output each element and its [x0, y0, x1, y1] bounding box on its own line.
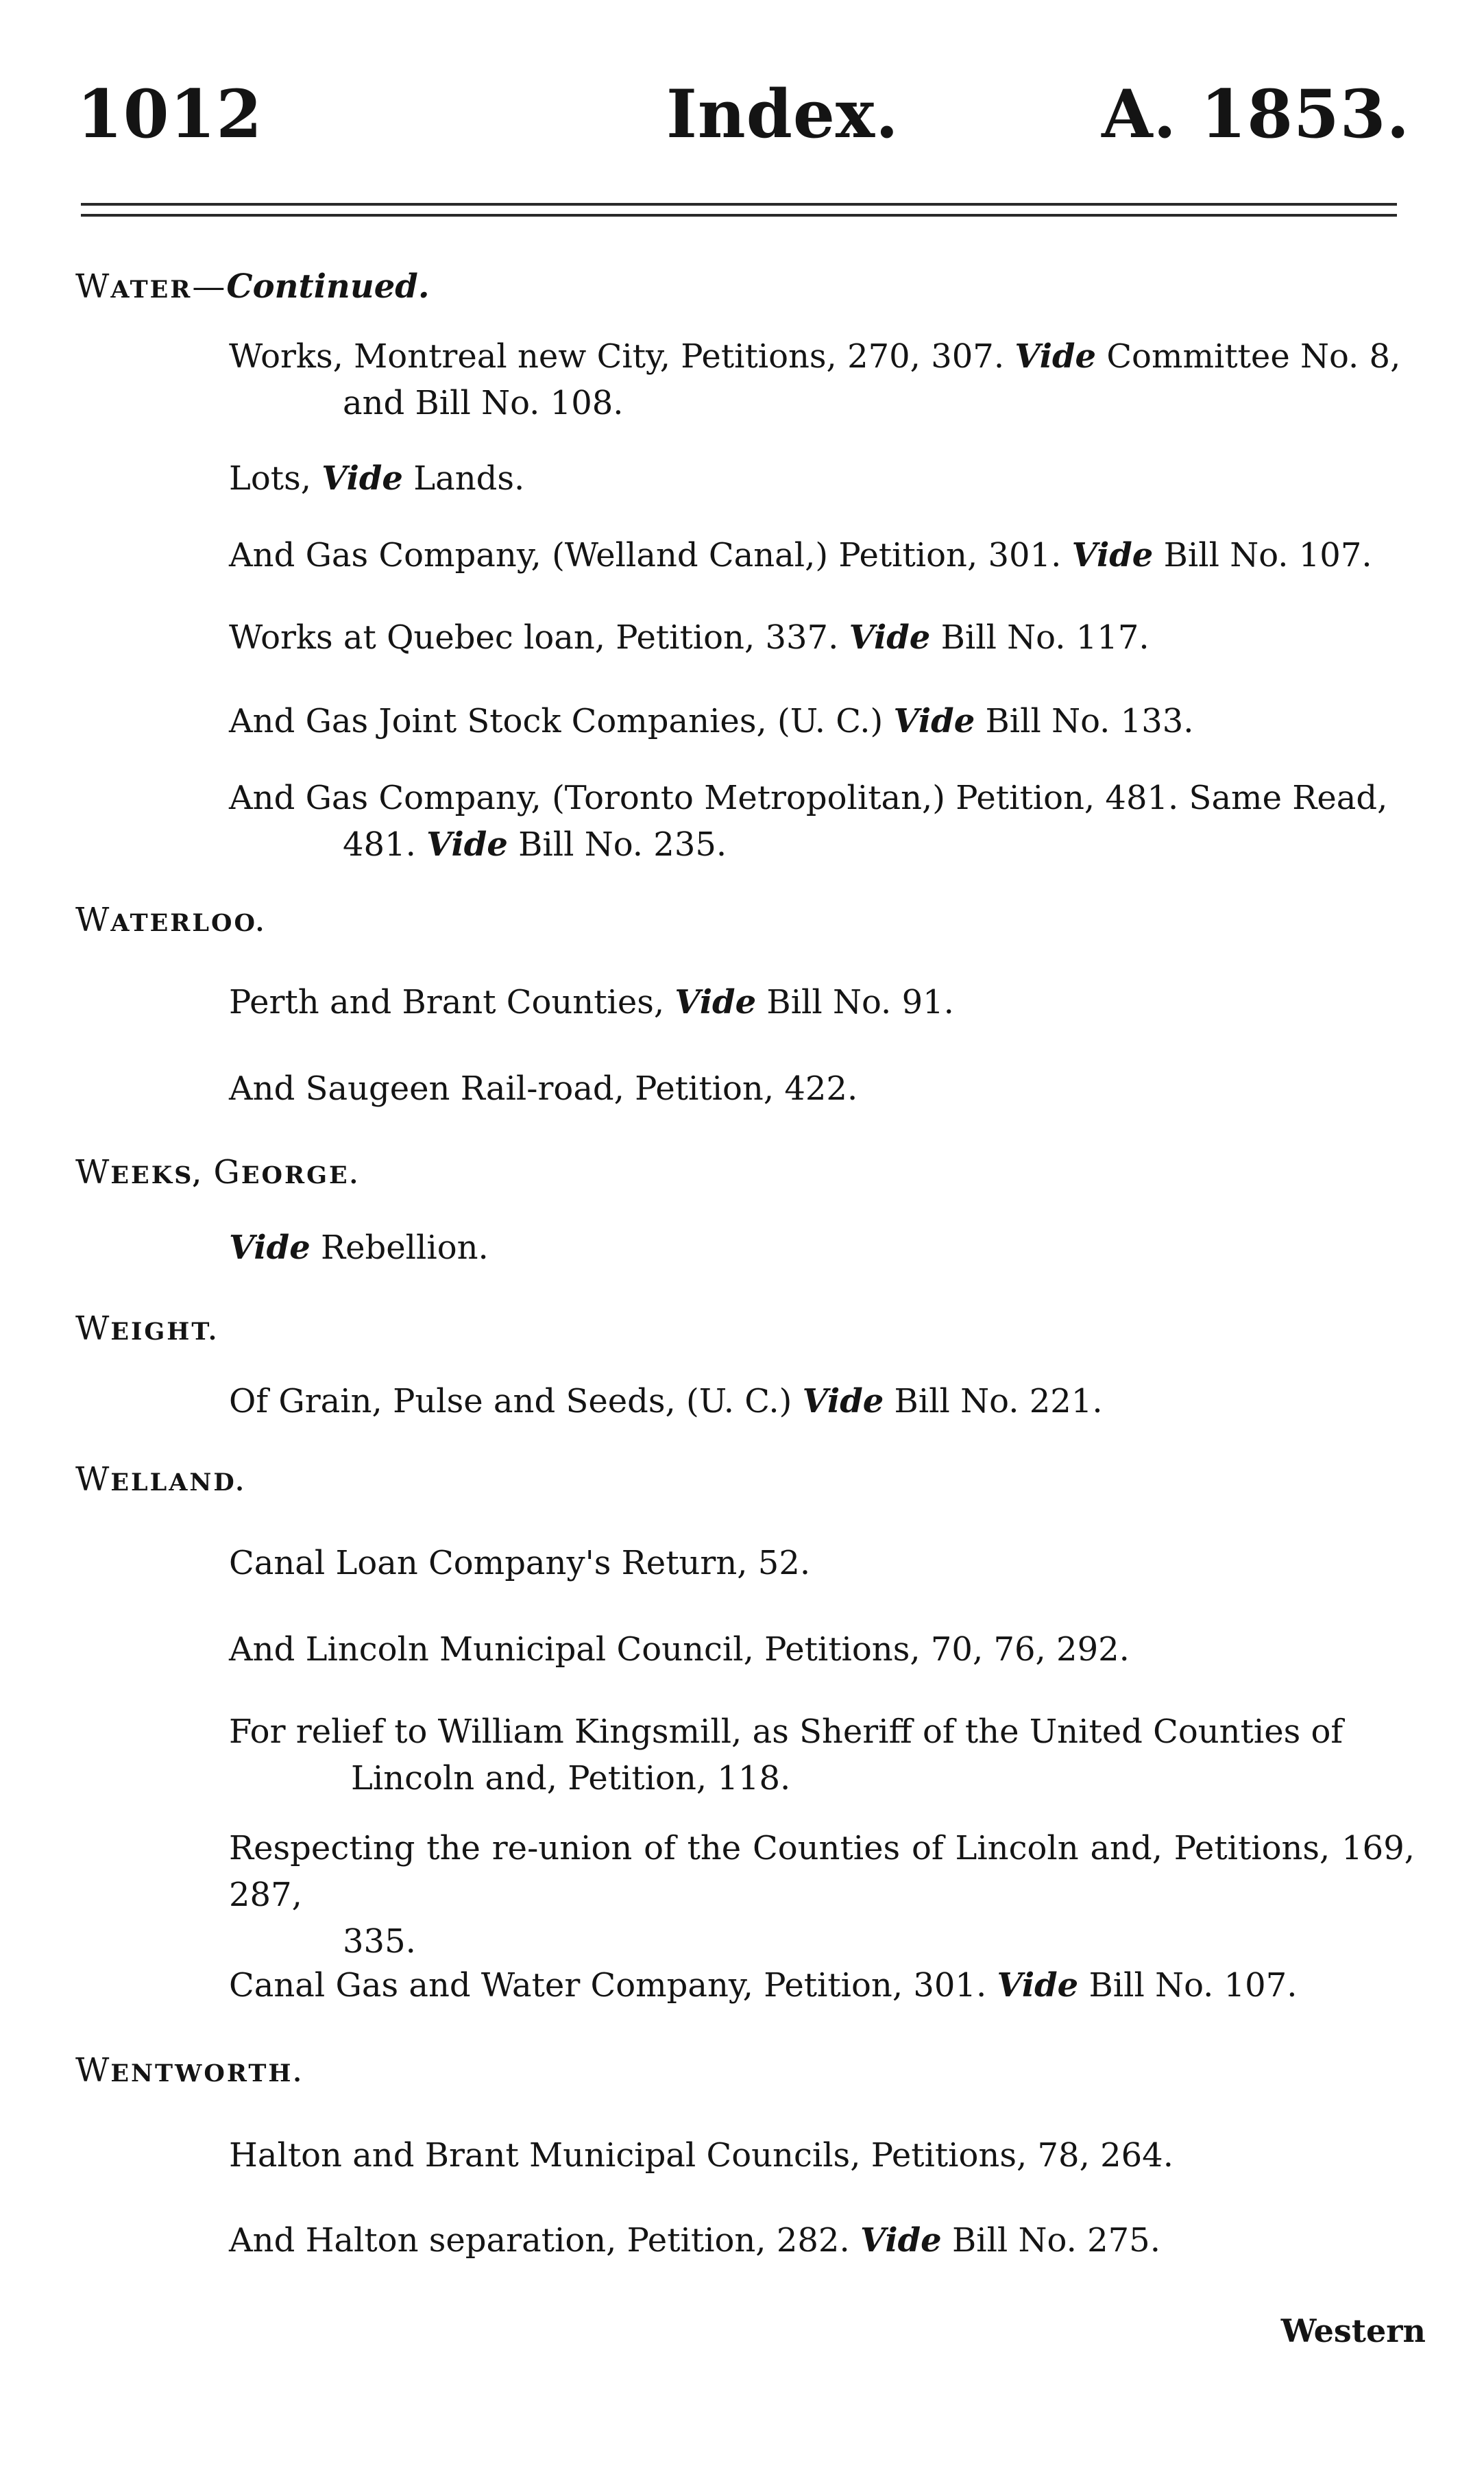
index-entry: And Lincoln Municipal Council, Petitions, 70, 76, 292.: [229, 1630, 1130, 1669]
page-year: A. 1853.: [1102, 75, 1410, 153]
header-rule-top: [81, 203, 1397, 206]
index-entry: Works, Montreal new City, Petitions, 270, 307. Vide Committee No. 8, and Bill No. 108.: [229, 337, 1401, 422]
section-heading-weeks-george: WEEKS, GEORGE.: [75, 1153, 360, 1191]
index-entry: Of Grain, Pulse and Seeds, (U. C.) Vide Bill No. 221.: [229, 1382, 1103, 1420]
index-entry: And Gas Company, (Welland Canal,) Petition, 301. Vide Bill No. 107.: [229, 536, 1372, 574]
section-heading-wentworth: WENTWORTH.: [75, 2051, 304, 2090]
page-number: 1012: [77, 75, 263, 153]
index-entry: Vide Rebellion.: [229, 1229, 489, 1267]
index-entry: Perth and Brant Counties, Vide Bill No. 91.: [229, 983, 954, 1021]
index-entry: Halton and Brant Municipal Councils, Petitions, 78, 264.: [229, 2136, 1173, 2175]
index-entry: Works at Quebec loan, Petition, 337. Vide Bill No. 117.: [229, 618, 1150, 657]
index-entry: Lots, Vide Lands.: [229, 459, 525, 498]
index-entry: And Gas Company, (Toronto Metropolitan,) Petition, 481. Same Read, 481. Vide Bill No. 235.: [229, 779, 1388, 864]
page-title: Index.: [666, 75, 899, 153]
section-heading-weight: WEIGHT.: [75, 1309, 219, 1348]
index-entry: Respecting the re-union of the Counties of Lincoln and, Petitions, 169, 287, 335.: [229, 1829, 1415, 1961]
section-heading-water: WATER—Continued.: [75, 267, 430, 306]
index-entry: And Halton separation, Petition, 282. Vide Bill No. 275.: [229, 2221, 1160, 2260]
header-rule-bottom: [81, 214, 1397, 217]
index-entry: And Saugeen Rail-road, Petition, 422.: [229, 1069, 858, 1108]
index-entry: For relief to William Kingsmill, as Sheriff of the United Counties of Lincoln and, Petition, 118.: [229, 1713, 1343, 1798]
catchword: Western: [1280, 2312, 1426, 2349]
page-header: [0, 77, 1484, 152]
index-entry: And Gas Joint Stock Companies, (U. C.) Vide Bill No. 133.: [229, 702, 1194, 740]
index-entry: Canal Loan Company's Return, 52.: [229, 1544, 811, 1582]
section-heading-welland: WELLAND.: [75, 1460, 246, 1499]
section-heading-waterloo: WATERLOO.: [75, 901, 267, 939]
index-entry: Canal Gas and Water Company, Petition, 301. Vide Bill No. 107.: [229, 1966, 1298, 2005]
